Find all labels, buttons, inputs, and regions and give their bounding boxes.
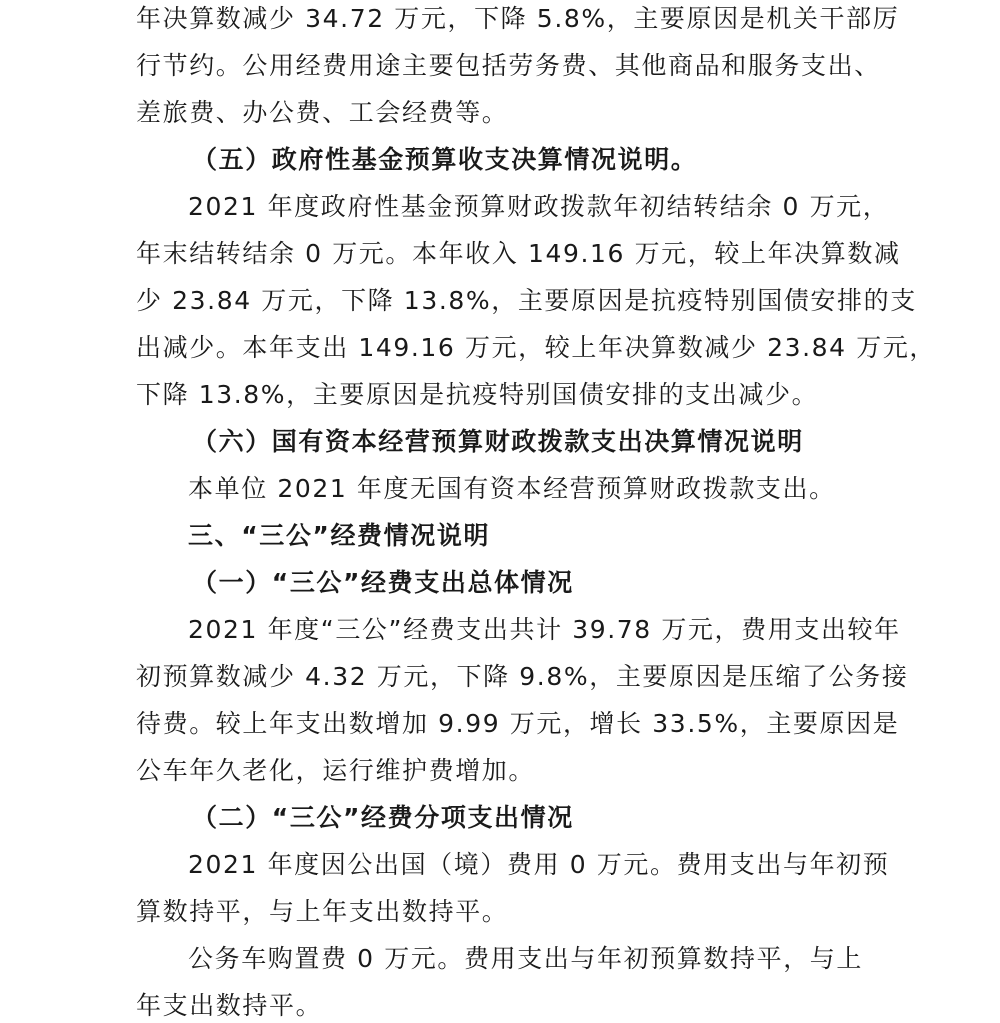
paragraph-line: 公务车购置费 0 万元。费用支出与年初预算数持平，与上 [188, 944, 864, 973]
paragraph-line: 出减少。本年支出 149.16 万元，较上年决算数减少 23.84 万元， [136, 333, 937, 362]
paragraph-line: 少 23.84 万元，下降 13.8%，主要原因是抗疫特别国债安排的支 [136, 286, 917, 315]
section-heading-5: （五）政府性基金预算收支决算情况说明。 [192, 145, 698, 174]
paragraph-line: 下降 13.8%，主要原因是抗疫特别国债安排的支出减少。 [136, 380, 819, 409]
paragraph-line: 初预算数减少 4.32 万元，下降 9.8%，主要原因是压缩了公务接 [136, 662, 909, 691]
section-heading-3-1: （一）“三公”经费支出总体情况 [192, 568, 574, 597]
paragraph-line: 2021 年度因公出国（境）费用 0 万元。费用支出与年初预 [188, 850, 890, 879]
paragraph-line: 算数持平，与上年支出数持平。 [136, 897, 509, 926]
paragraph-line: 年支出数持平。 [136, 991, 323, 1020]
paragraph-line: 行节约。公用经费用途主要包括劳务费、其他商品和服务支出、 [136, 51, 881, 80]
section-heading-3: 三、“三公”经费情况说明 [188, 521, 491, 550]
paragraph-line: 2021 年度政府性基金预算财政拨款年初结转结余 0 万元， [188, 192, 890, 221]
paragraph-line: 待费。较上年支出数增加 9.99 万元，增长 33.5%，主要原因是 [136, 709, 900, 738]
section-heading-3-2: （二）“三公”经费分项支出情况 [192, 803, 574, 832]
section-heading-6: （六）国有资本经营预算财政拨款支出决算情况说明 [192, 427, 804, 456]
paragraph-line: 差旅费、办公费、工会经费等。 [136, 98, 509, 127]
paragraph-line: 本单位 2021 年度无国有资本经营预算财政拨款支出。 [188, 474, 836, 503]
paragraph-line: 公车年久老化，运行维护费增加。 [136, 756, 536, 785]
paragraph-line: 2021 年度“三公”经费支出共计 39.78 万元，费用支出较年 [188, 615, 901, 644]
paragraph-line: 年末结转结余 0 万元。本年收入 149.16 万元，较上年决算数减 [136, 239, 901, 268]
paragraph-line: 年决算数减少 34.72 万元，下降 5.8%，主要原因是机关干部厉 [136, 4, 900, 33]
